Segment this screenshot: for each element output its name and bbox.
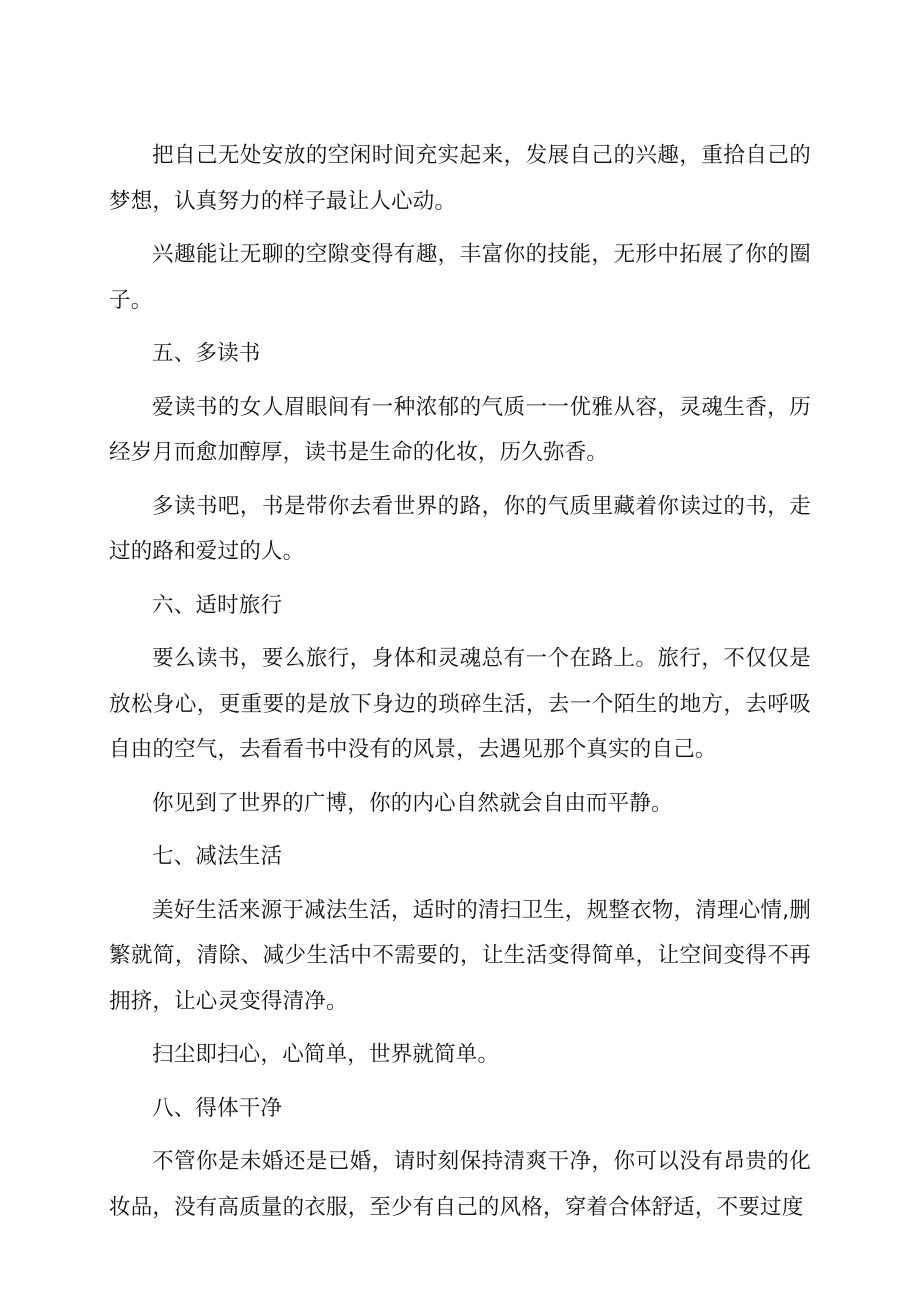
- paragraph-clean-heart: 扫尘即扫心，心简单，世界就简单。: [152, 1042, 500, 1067]
- paragraph-reading-women: 爱读书的女人眉眼间有一种浓郁的气质一一优雅从容，灵魂生香，历经岁月而愈加醇厚，读书是生命的化妆，历久弥香。: [109, 394, 811, 465]
- paragraph-read-more-books: 多读书吧，书是带你去看世界的路，你的气质里藏着你读过的书，走过的路和爱过的人。: [109, 493, 811, 564]
- document-page: [109, 133, 811, 1238]
- section-heading-travel: 六、适时旅行: [152, 592, 283, 618]
- paragraph-interests-benefits: 兴趣能让无聊的空隙变得有趣，丰富你的技能，无形中拓展了你的圈子。: [109, 242, 811, 313]
- section-heading-neat-clean: 八、得体干净: [152, 1095, 283, 1121]
- paragraph-neat-clean: 不管你是未婚还是已婚，请时刻保持清爽干净，你可以没有昂贵的化妆品，没有高质量的衣服，至少有自己的风格，穿着合体舒适，不要过度: [109, 1149, 811, 1220]
- paragraph-travel: 要么读书，要么旅行，身体和灵魂总有一个在路上。旅行，不仅仅是放松身心，更重要的是放下身边的琐碎生活，去一个陌生的地方，去呼吸自由的空气，去看看书中没有的风景，去遇见那个真实的自己。: [109, 646, 811, 762]
- paragraph-pursue-interests: 把自己无处安放的空闲时间充实起来，发展自己的兴趣，重拾自己的梦想，认真努力的样子最让人心动。: [109, 143, 811, 214]
- section-heading-minimal-life: 七、减法生活: [152, 844, 283, 869]
- paragraph-world-broad: 你见到了世界的广博，你的内心自然就会自由而平静。: [152, 790, 673, 816]
- section-heading-read-more: 五、多读书: [152, 341, 261, 366]
- paragraph-minimal-life: 美好生活来源于减法生活，适时的清扫卫生，规整衣物，清理心情,删繁就简，清除、减少生活中不需要的，让生活变得简单，让空间变得不再拥挤，让心灵变得清净。: [109, 897, 811, 1014]
